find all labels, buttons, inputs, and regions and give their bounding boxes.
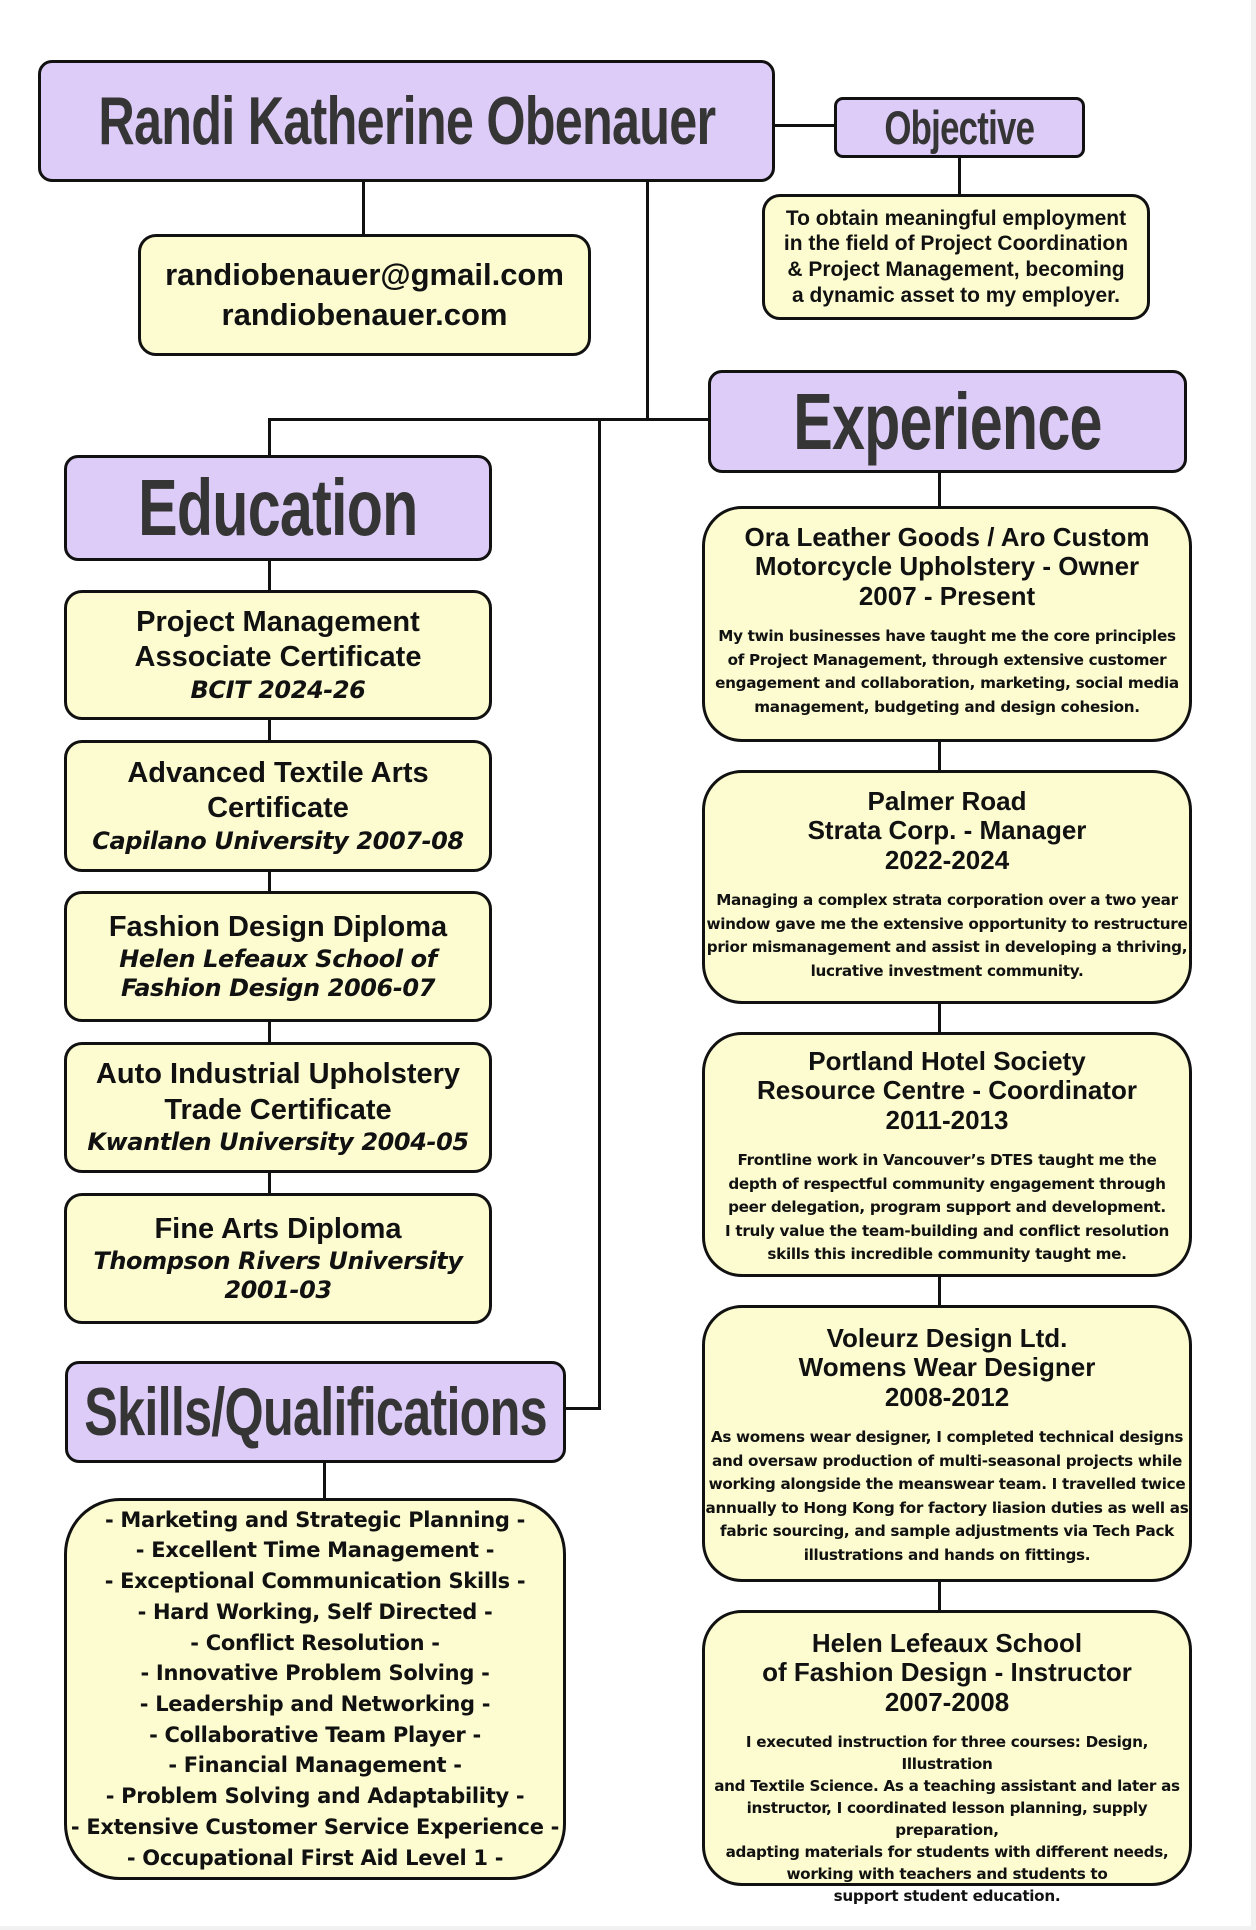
- education-title: Auto Industrial Upholstery: [95, 1058, 461, 1091]
- experience-title: Palmer Road: [867, 786, 1027, 816]
- education-institution: Thompson Rivers University: [93, 1246, 463, 1275]
- connector: [938, 740, 941, 772]
- connector: [646, 180, 649, 420]
- connector: [268, 718, 271, 742]
- experience-title: Ora Leather Goods / Aro Custom: [744, 522, 1150, 552]
- description-line: instructor, I coordinated lesson planning, supply preparation,: [746, 1799, 1148, 1840]
- objective-heading-box: [834, 97, 1085, 158]
- experience-item: [702, 1305, 1192, 1582]
- description-line: I executed instruction for three courses: Design, Illustration: [745, 1733, 1149, 1774]
- description-line: As womens wear designer, I completed technical designs: [710, 1428, 1184, 1447]
- connector: [268, 558, 271, 594]
- experience-description: [715, 625, 1179, 719]
- connector: [938, 1002, 941, 1034]
- education-institution: 2001-03: [224, 1276, 332, 1305]
- experience-title: Strata Corp. - Manager: [807, 815, 1087, 846]
- description-line: Frontline work in Vancouver’s DTES taught me the: [737, 1151, 1157, 1170]
- skill-item: - Innovative Problem Solving -: [140, 1661, 490, 1686]
- experience-dates: 2011-2013: [885, 1104, 1009, 1135]
- skill-item: - Financial Management -: [168, 1753, 462, 1778]
- connector: [268, 418, 271, 458]
- description-line: annually to Hong Kong for factory liasion duties as well as: [705, 1498, 1189, 1517]
- skill-item: - Extensive Customer Service Experience -: [70, 1814, 560, 1839]
- education-title: Fashion Design Diploma: [108, 910, 448, 943]
- education-title: Trade Certificate: [164, 1093, 392, 1126]
- skill-item: - Excellent Time Management -: [135, 1538, 495, 1563]
- education-heading-box: [64, 455, 492, 561]
- description-line: management, budgeting and design cohesion.: [754, 697, 1140, 716]
- description-line: My twin businesses have taught me the core principles: [718, 627, 1176, 646]
- education-institution: Fashion Design 2006-07: [120, 974, 436, 1003]
- education-item: [64, 590, 492, 720]
- objective-line: in the field of Project Coordination: [783, 232, 1129, 256]
- connector: [268, 1170, 271, 1194]
- description-line: fabric sourcing, and sample adjustments via Tech Pack: [720, 1522, 1174, 1541]
- experience-title: of Fashion Design - Instructor: [762, 1657, 1132, 1688]
- skills-heading-box: [65, 1361, 566, 1463]
- experience-title: Motorcycle Upholstery - Owner: [754, 551, 1140, 582]
- connector: [958, 155, 961, 197]
- skill-item: - Exceptional Communication Skills -: [104, 1569, 526, 1594]
- experience-item: [702, 1610, 1192, 1906]
- experience-title: Voleurz Design Ltd.: [826, 1323, 1068, 1353]
- experience-heading: Experience: [793, 376, 1102, 466]
- description-line: working with teachers and students to: [786, 1865, 1108, 1884]
- experience-dates: 2022-2024: [884, 844, 1010, 875]
- connector: [938, 470, 941, 508]
- education-item: [64, 740, 492, 872]
- education-title: Certificate: [207, 792, 349, 825]
- description-line: lucrative investment community.: [810, 961, 1084, 980]
- education-heading: Education: [138, 463, 418, 552]
- experience-item: [702, 1032, 1192, 1277]
- contact-box: [138, 234, 591, 356]
- description-line: depth of respectful community engagement through: [728, 1174, 1166, 1193]
- skills-list: [64, 1498, 566, 1880]
- skill-item: - Conflict Resolution -: [190, 1630, 440, 1655]
- description-line: window gave me the extensive opportunity to restructure: [706, 914, 1188, 933]
- experience-title: Womens Wear Designer: [798, 1352, 1096, 1383]
- description-line: skills this incredible community taught me.: [767, 1245, 1127, 1264]
- education-title: Fine Arts Diploma: [154, 1212, 402, 1245]
- description-line: and oversaw production of multi-seasonal projects while: [712, 1451, 1182, 1470]
- experience-description: [707, 889, 1188, 983]
- education-institution: Kwantlen University 2004-05: [87, 1128, 469, 1157]
- description-line: adapting materials for students with different needs,: [725, 1843, 1169, 1862]
- description-line: engagement and collaboration, marketing, social media: [715, 674, 1179, 693]
- objective-line: & Project Management, becoming: [787, 258, 1125, 281]
- connector: [323, 1460, 326, 1500]
- connector: [563, 1407, 601, 1410]
- skill-item: - Leadership and Networking -: [139, 1692, 491, 1716]
- education-item: [64, 1193, 492, 1324]
- skill-item: - Collaborative Team Player -: [149, 1722, 481, 1747]
- description-line: working alongside the meanswear team. I travelled twice: [708, 1475, 1186, 1494]
- education-institution: Helen Lefeaux School of: [119, 944, 437, 973]
- description-line: support student education.: [833, 1887, 1061, 1906]
- education-title: Project Management: [136, 605, 420, 638]
- description-line: prior mismanagement and assist in developing a thriving,: [706, 938, 1188, 957]
- email-link[interactable]: randiobenauer@gmail.com: [165, 256, 564, 292]
- skill-item: - Occupational First Aid Level 1 -: [126, 1845, 504, 1870]
- experience-title: Resource Centre - Coordinator: [757, 1075, 1137, 1106]
- skills-heading: Skills/Qualifications: [84, 1374, 547, 1450]
- experience-description: [706, 1426, 1189, 1567]
- connector: [938, 1580, 941, 1612]
- experience-dates: 2007 - Present: [858, 580, 1036, 611]
- objective-line: To obtain meaningful employment: [785, 206, 1127, 230]
- connector: [598, 418, 601, 1410]
- objective-line: a dynamic asset to my employer.: [792, 283, 1120, 307]
- candidate-name: Randi Katherine Obenauer: [98, 83, 715, 159]
- objective-heading: Objective: [884, 101, 1035, 154]
- experience-title: Portland Hotel Society: [808, 1046, 1086, 1076]
- description-line: illustrations and hands on fittings.: [803, 1545, 1091, 1564]
- description-line: and Textile Science. As a teaching assistant and later as: [714, 1777, 1180, 1796]
- education-item: [64, 1042, 492, 1173]
- connector: [938, 1275, 941, 1307]
- name-header: [38, 60, 775, 182]
- skill-item: - Marketing and Strategic Planning -: [104, 1507, 526, 1532]
- education-institution: Capilano University 2007-08: [92, 826, 464, 855]
- skill-item: - Problem Solving and Adaptability -: [105, 1784, 525, 1809]
- experience-item: [702, 506, 1192, 742]
- education-item: [64, 891, 492, 1022]
- connector: [772, 124, 836, 127]
- experience-description: [725, 1149, 1169, 1267]
- connector: [362, 180, 365, 236]
- education-title: Associate Certificate: [134, 641, 422, 674]
- education-institution: BCIT 2024-26: [190, 675, 366, 704]
- description-line: peer delegation, program support and development.: [728, 1198, 1166, 1217]
- experience-description: [705, 1731, 1189, 1907]
- connector: [268, 1020, 271, 1044]
- experience-dates: 2007-2008: [884, 1686, 1010, 1717]
- objective-box: [762, 194, 1150, 320]
- description-line: I truly value the team-building and conflict resolution: [725, 1221, 1169, 1240]
- experience-item: [702, 770, 1192, 1004]
- description-line: Managing a complex strata corporation over a two year: [716, 891, 1178, 910]
- website-link[interactable]: randiobenauer.com: [221, 297, 508, 332]
- education-title: Advanced Textile Arts: [127, 756, 429, 789]
- skill-item: - Hard Working, Self Directed -: [137, 1599, 493, 1624]
- connector: [268, 418, 710, 421]
- description-line: of Project Management, through extensive customer: [727, 650, 1167, 669]
- experience-title: Helen Lefeaux School: [811, 1628, 1083, 1658]
- experience-dates: 2008-2012: [884, 1381, 1010, 1412]
- experience-heading-box: [708, 370, 1187, 473]
